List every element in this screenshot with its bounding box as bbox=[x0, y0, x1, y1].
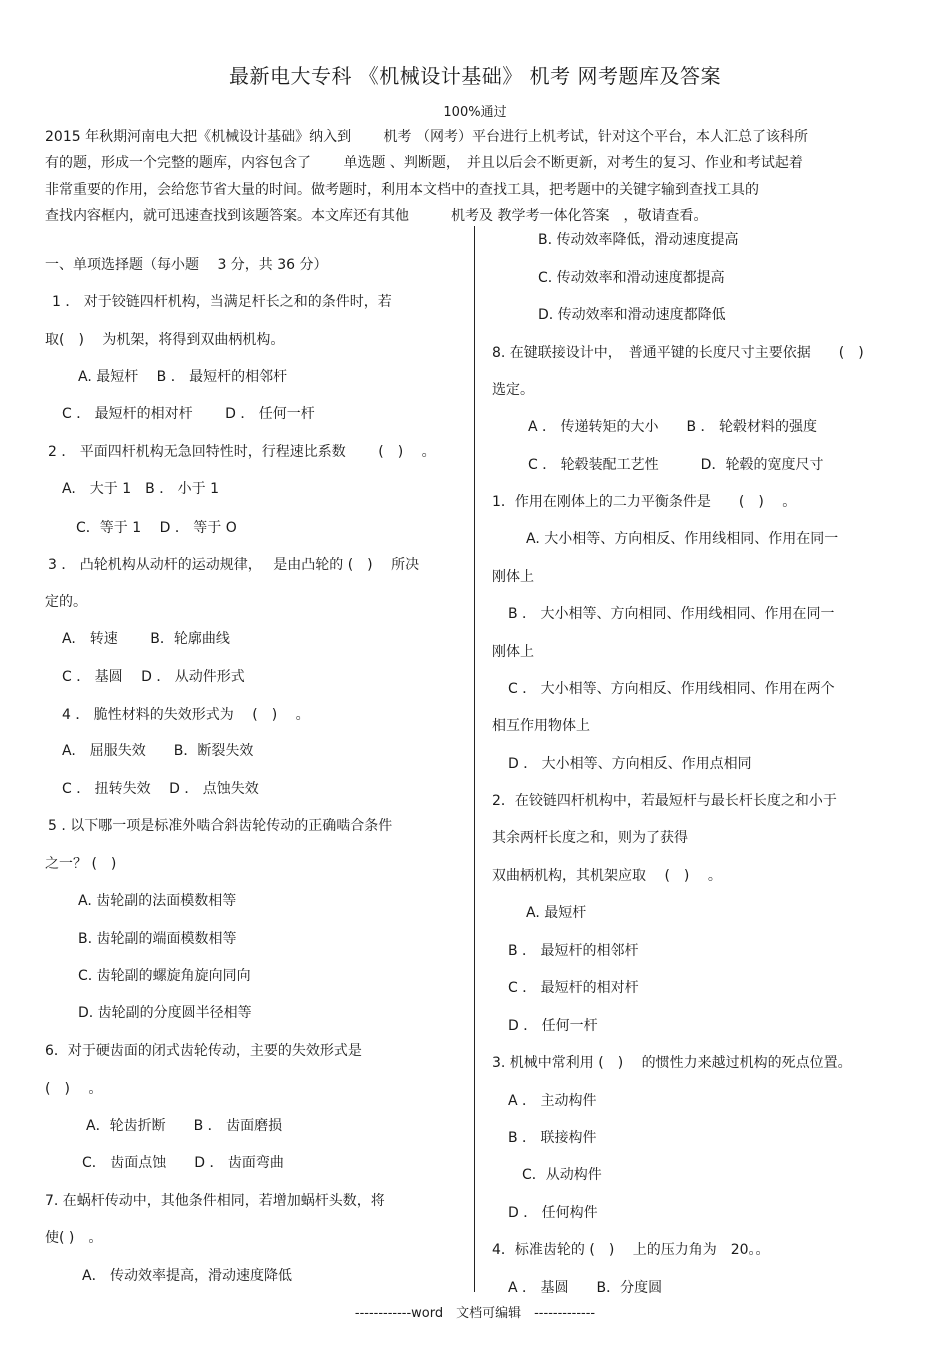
question-line: 3. 机械中常利用 ( ) 的惯性力来越过机构的死点位置。 bbox=[492, 1055, 852, 1071]
question-line: 7. 在蜗杆传动中，其他条件相同，若增加蜗杆头数，将 bbox=[45, 1193, 385, 1209]
question-line: 刚体上 bbox=[492, 644, 534, 660]
document-subtitle: 100%通过 bbox=[443, 105, 507, 120]
question-line: D ． 任何构件 bbox=[508, 1205, 598, 1221]
question-line: C. 齿轮副的螺旋角旋向同向 bbox=[78, 968, 251, 984]
question-line: A. 大小相等、方向相反、作用线相同、作用在同一 bbox=[526, 531, 839, 547]
question-line: 1．作用在刚体上的二力平衡条件是 ( ) 。 bbox=[492, 494, 797, 510]
question-line: 刚体上 bbox=[492, 569, 534, 585]
question-line: 双曲柄机构，其机架应取 ( ) 。 bbox=[492, 868, 722, 884]
question-line: C. 传动效率和滑动速度都提高 bbox=[538, 270, 725, 286]
question-line: A ． 传递转矩的大小 B ． 轮毂材料的强度 bbox=[528, 419, 817, 435]
intro-line: 查找内容框内，就可迅速查找到该题答案。本文库还有其他 机考及 教学考一体化答案 ，敬请查看。 bbox=[45, 207, 708, 224]
intro-line: 2015 年秋期河南电大把《机械设计基础》纳入到 机考 （网考）平台进行上机考试，针对这个平台，本人汇总了该科所 bbox=[45, 129, 808, 145]
question-line: A. 转速 B．轮廓曲线 bbox=[62, 631, 230, 647]
question-line: C ． 基圆 D ． 从动件形式 bbox=[62, 669, 245, 685]
intro-paragraph bbox=[45, 124, 875, 229]
question-line: B ． 大小相等、方向相同、作用线相同、作用在同一 bbox=[508, 606, 835, 622]
footer-note: ------------word 文档可编辑 ------------- bbox=[354, 1306, 596, 1321]
question-line: B ． 最短杆的相邻杆 bbox=[508, 943, 639, 959]
question-line: C．从动构件 bbox=[522, 1167, 602, 1183]
question-line: A ． 基圆 B．分度圆 bbox=[508, 1280, 663, 1296]
question-line: C．等于 1 D ． 等于 O bbox=[76, 520, 237, 536]
question-line: 6．对于硬齿面的闭式齿轮传动，主要的失效形式是 bbox=[45, 1043, 362, 1059]
question-line: A． 传动效率提高，滑动速度降低 bbox=[82, 1268, 293, 1284]
question-line: 1 ． 对于铰链四杆机构，当满足杆长之和的条件时，若 bbox=[52, 294, 392, 310]
question-line: 4．标准齿轮的 ( ) 上的压力角为 20。。 bbox=[492, 1242, 770, 1258]
question-line: 8. 在键联接设计中， 普通平键的长度尺寸主要依据 ( ) bbox=[492, 345, 864, 361]
question-line: 一、单项选择题（每小题 3 分，共 36 分） bbox=[45, 257, 328, 273]
column-divider bbox=[474, 226, 475, 1292]
question-line: A. 屈服失效 B．断裂失效 bbox=[62, 743, 254, 759]
intro-line: 非常重要的作用，会给您节省大量的时间。做考题时，利用本文档中的查找工具，把考题中的关键字输到查找工具的 bbox=[45, 181, 759, 198]
question-line: C． 齿面点蚀 D ． 齿面弯曲 bbox=[82, 1155, 284, 1171]
question-line: B. 齿轮副的端面模数相等 bbox=[78, 931, 237, 947]
question-line: C ． 轮毂装配工艺性 D．轮毂的宽度尺寸 bbox=[528, 457, 824, 473]
question-line: C ． 扭转失效 D ． 点蚀失效 bbox=[62, 781, 259, 797]
question-line: 相互作用物体上 bbox=[492, 718, 590, 734]
question-line: ( ) 。 bbox=[45, 1081, 103, 1097]
question-line: D ． 大小相等、方向相反、作用点相同 bbox=[508, 756, 752, 772]
question-line: D. 齿轮副的分度圆半径相等 bbox=[78, 1005, 252, 1021]
document-title: 最新电大专科 《机械设计基础》 机考 网考题库及答案 bbox=[228, 64, 722, 88]
question-line: 4 ． 脆性材料的失效形式为 ( ) 。 bbox=[62, 707, 310, 723]
question-line: D ． 任何一杆 bbox=[508, 1018, 598, 1034]
question-line: B ． 联接构件 bbox=[508, 1130, 597, 1146]
question-line: 5 . 以下哪一项是标准外啮合斜齿轮传动的正确啮合条件 bbox=[48, 818, 393, 834]
question-line: A ． 主动构件 bbox=[508, 1093, 597, 1109]
question-line: C ． 大小相等、方向相反、作用线相同、作用在两个 bbox=[508, 681, 835, 697]
question-line: 取( ) 为机架，将得到双曲柄机构。 bbox=[45, 332, 285, 348]
question-line: 之一？ ( ) bbox=[45, 856, 117, 872]
question-line: 2 ． 平面四杆机构无急回特性时，行程速比系数 ( ) 。 bbox=[48, 444, 436, 460]
question-line: A．轮齿折断 B ． 齿面磨损 bbox=[86, 1118, 283, 1134]
question-line: A. 最短杆 bbox=[526, 905, 587, 921]
question-line: 使( ) 。 bbox=[45, 1230, 103, 1246]
question-line: C ． 最短杆的相对杆 D ． 任何一杆 bbox=[62, 406, 315, 422]
question-line: 2．在铰链四杆机构中，若最短杆与最长杆长度之和小于 bbox=[492, 793, 837, 809]
question-line: B. 传动效率降低，滑动速度提高 bbox=[538, 232, 739, 248]
question-line: A. 最短杆 B ． 最短杆的相邻杆 bbox=[78, 369, 288, 385]
question-line: 定的。 bbox=[45, 594, 87, 610]
question-line: A. 齿轮副的法面模数相等 bbox=[78, 893, 237, 909]
question-line: D. 传动效率和滑动速度都降低 bbox=[538, 307, 726, 323]
question-line: 选定。 bbox=[492, 382, 534, 398]
question-line: C ． 最短杆的相对杆 bbox=[508, 980, 639, 996]
question-line: 其余两杆长度之和，则为了获得 bbox=[492, 830, 688, 846]
question-line: A. 大于 1 B ． 小于 1 bbox=[62, 481, 220, 497]
intro-line: 有的题，形成一个完整的题库，内容包含了 单选题 、判断题， 并且以后会不断更新，对考生的复习、作业和考试起着 bbox=[45, 155, 803, 172]
question-line: 3 ． 凸轮机构从动杆的运动规律， 是由凸轮的 ( ) 所决 bbox=[48, 557, 420, 573]
